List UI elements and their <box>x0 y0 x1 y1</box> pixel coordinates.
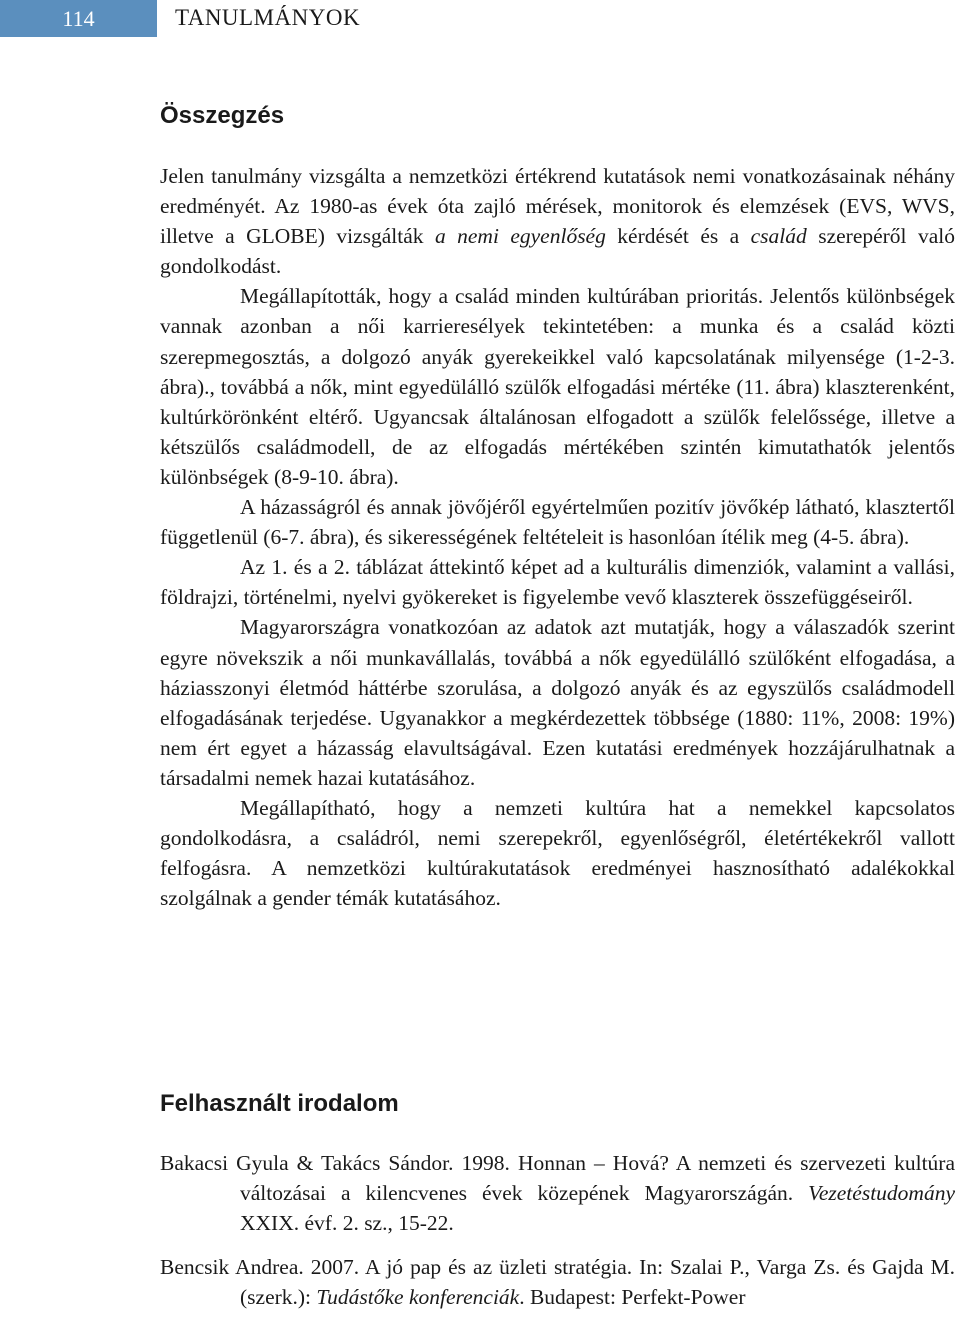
reference-item: Bakacsi Gyula & Takács Sándor. 1998. Honnan – Hová? A nemzeti és szervezeti kultúra változásai a kilencvenes évek közepének Magyarországán. Vezetéstudomány XXIX. évf. 2. sz., 15-22. <box>160 1151 955 1236</box>
section-heading-summary: Összegzés <box>160 102 285 129</box>
summary-body <box>160 161 955 913</box>
section-heading-references: Felhasznált irodalom <box>160 1090 399 1117</box>
summary-paragraph-5: Magyarországra vonatkozóan az adatok azt mutatják, hogy a válaszadók szerint egyre növekszik a női munkavállalás, továbbá a nők egyedülálló szülőként elfogadása, a háziasszonyi életmód háttérbe szorulása, a dolgozó anyák és az egyszülős családmodell elfogadásának terjedése. Ugyanakkor a megkérdezettek többsége (1880: 11%, 2008: 19%) nem ért egyet a házasság elavultságával. Ezen kutatási eredmények hozzájárulhatnak a társadalmi nemek hazai kutatásához. <box>160 615 955 790</box>
emphasis-gender-equality: a nemi egyenlőség <box>434 224 606 249</box>
journal-title: Vezetéstudomány <box>808 1181 955 1206</box>
emphasis-family: család <box>750 224 807 249</box>
book-title: Tudástőke konferenciák <box>316 1285 520 1310</box>
reference-list <box>160 1148 955 1326</box>
page-number: 114 <box>0 0 157 37</box>
summary-paragraph-1: Jelen tanulmány vizsgálta a nemzetközi értékrend kutatások nemi vonatkozásainak néhány eredményét. Az 1980-as évek óta zajló mérések, monitorok és elemzések (EVS, WVS, illetve a GLOBE) vizsgálták a nemi egyenlőség kérdését és a család szerepéről való gondolkodást. <box>160 164 955 279</box>
reference-item: Bencsik Andrea. 2007. A jó pap és az üzleti stratégia. In: Szalai P., Varga Zs. és Gajda M. (szerk.): Tudástőke konferenciák. Budapest: Perfekt-Power <box>160 1255 955 1310</box>
summary-paragraph-6: Megállapítható, hogy a nemzeti kultúra hat a nemekkel kapcsolatos gondolkodásra, a családról, nemi szerepekről, egyenlőségről, életértékekről vallott felfogásra. A nemzetközi kultúrakutatások eredményei hasznosítható adalékokkal szolgálnak a gender témák kutatásához. <box>160 795 955 911</box>
running-head: TANULMÁNYOK <box>175 5 361 30</box>
summary-paragraph-4: Az 1. és a 2. táblázat áttekintő képet ad a kulturális dimenziók, valamint a vallási, földrajzi, történelmi, nyelvi gyökereket is figyelembe vevő klaszterek összefüggéseiről. <box>160 555 955 610</box>
summary-paragraph-3: A házasságról és annak jövőjéről egyértelműen pozitív jövőkép látható, klasztertől függetlenül (6-7. ábra), és sikerességének feltételeit is hasonlóan ítélik meg (4-5. ábra). <box>160 495 955 550</box>
summary-paragraph-2: Megállapították, hogy a család minden kultúrában prioritás. Jelentős különbségek vannak azonban a női karrieresélyek tekintetében: a munka és a család közti szerepmegosztás, a dolgozó anyák gyerekeikkel való kapcsolatának milyensége (1-2-3. ábra)., továbbá a nők, mint egyedülálló szülők elfogadási mértéke (11. ábra) klaszterenként, kultúrkörönként eltérő. Ugyancsak általánosan elfogadott a szülők felelőssége, illetve a kétszülős családmodell, de az elfogadás mértékében szintén kimutathatók jelentős különbségek (8-9-10. ábra). <box>160 284 955 489</box>
